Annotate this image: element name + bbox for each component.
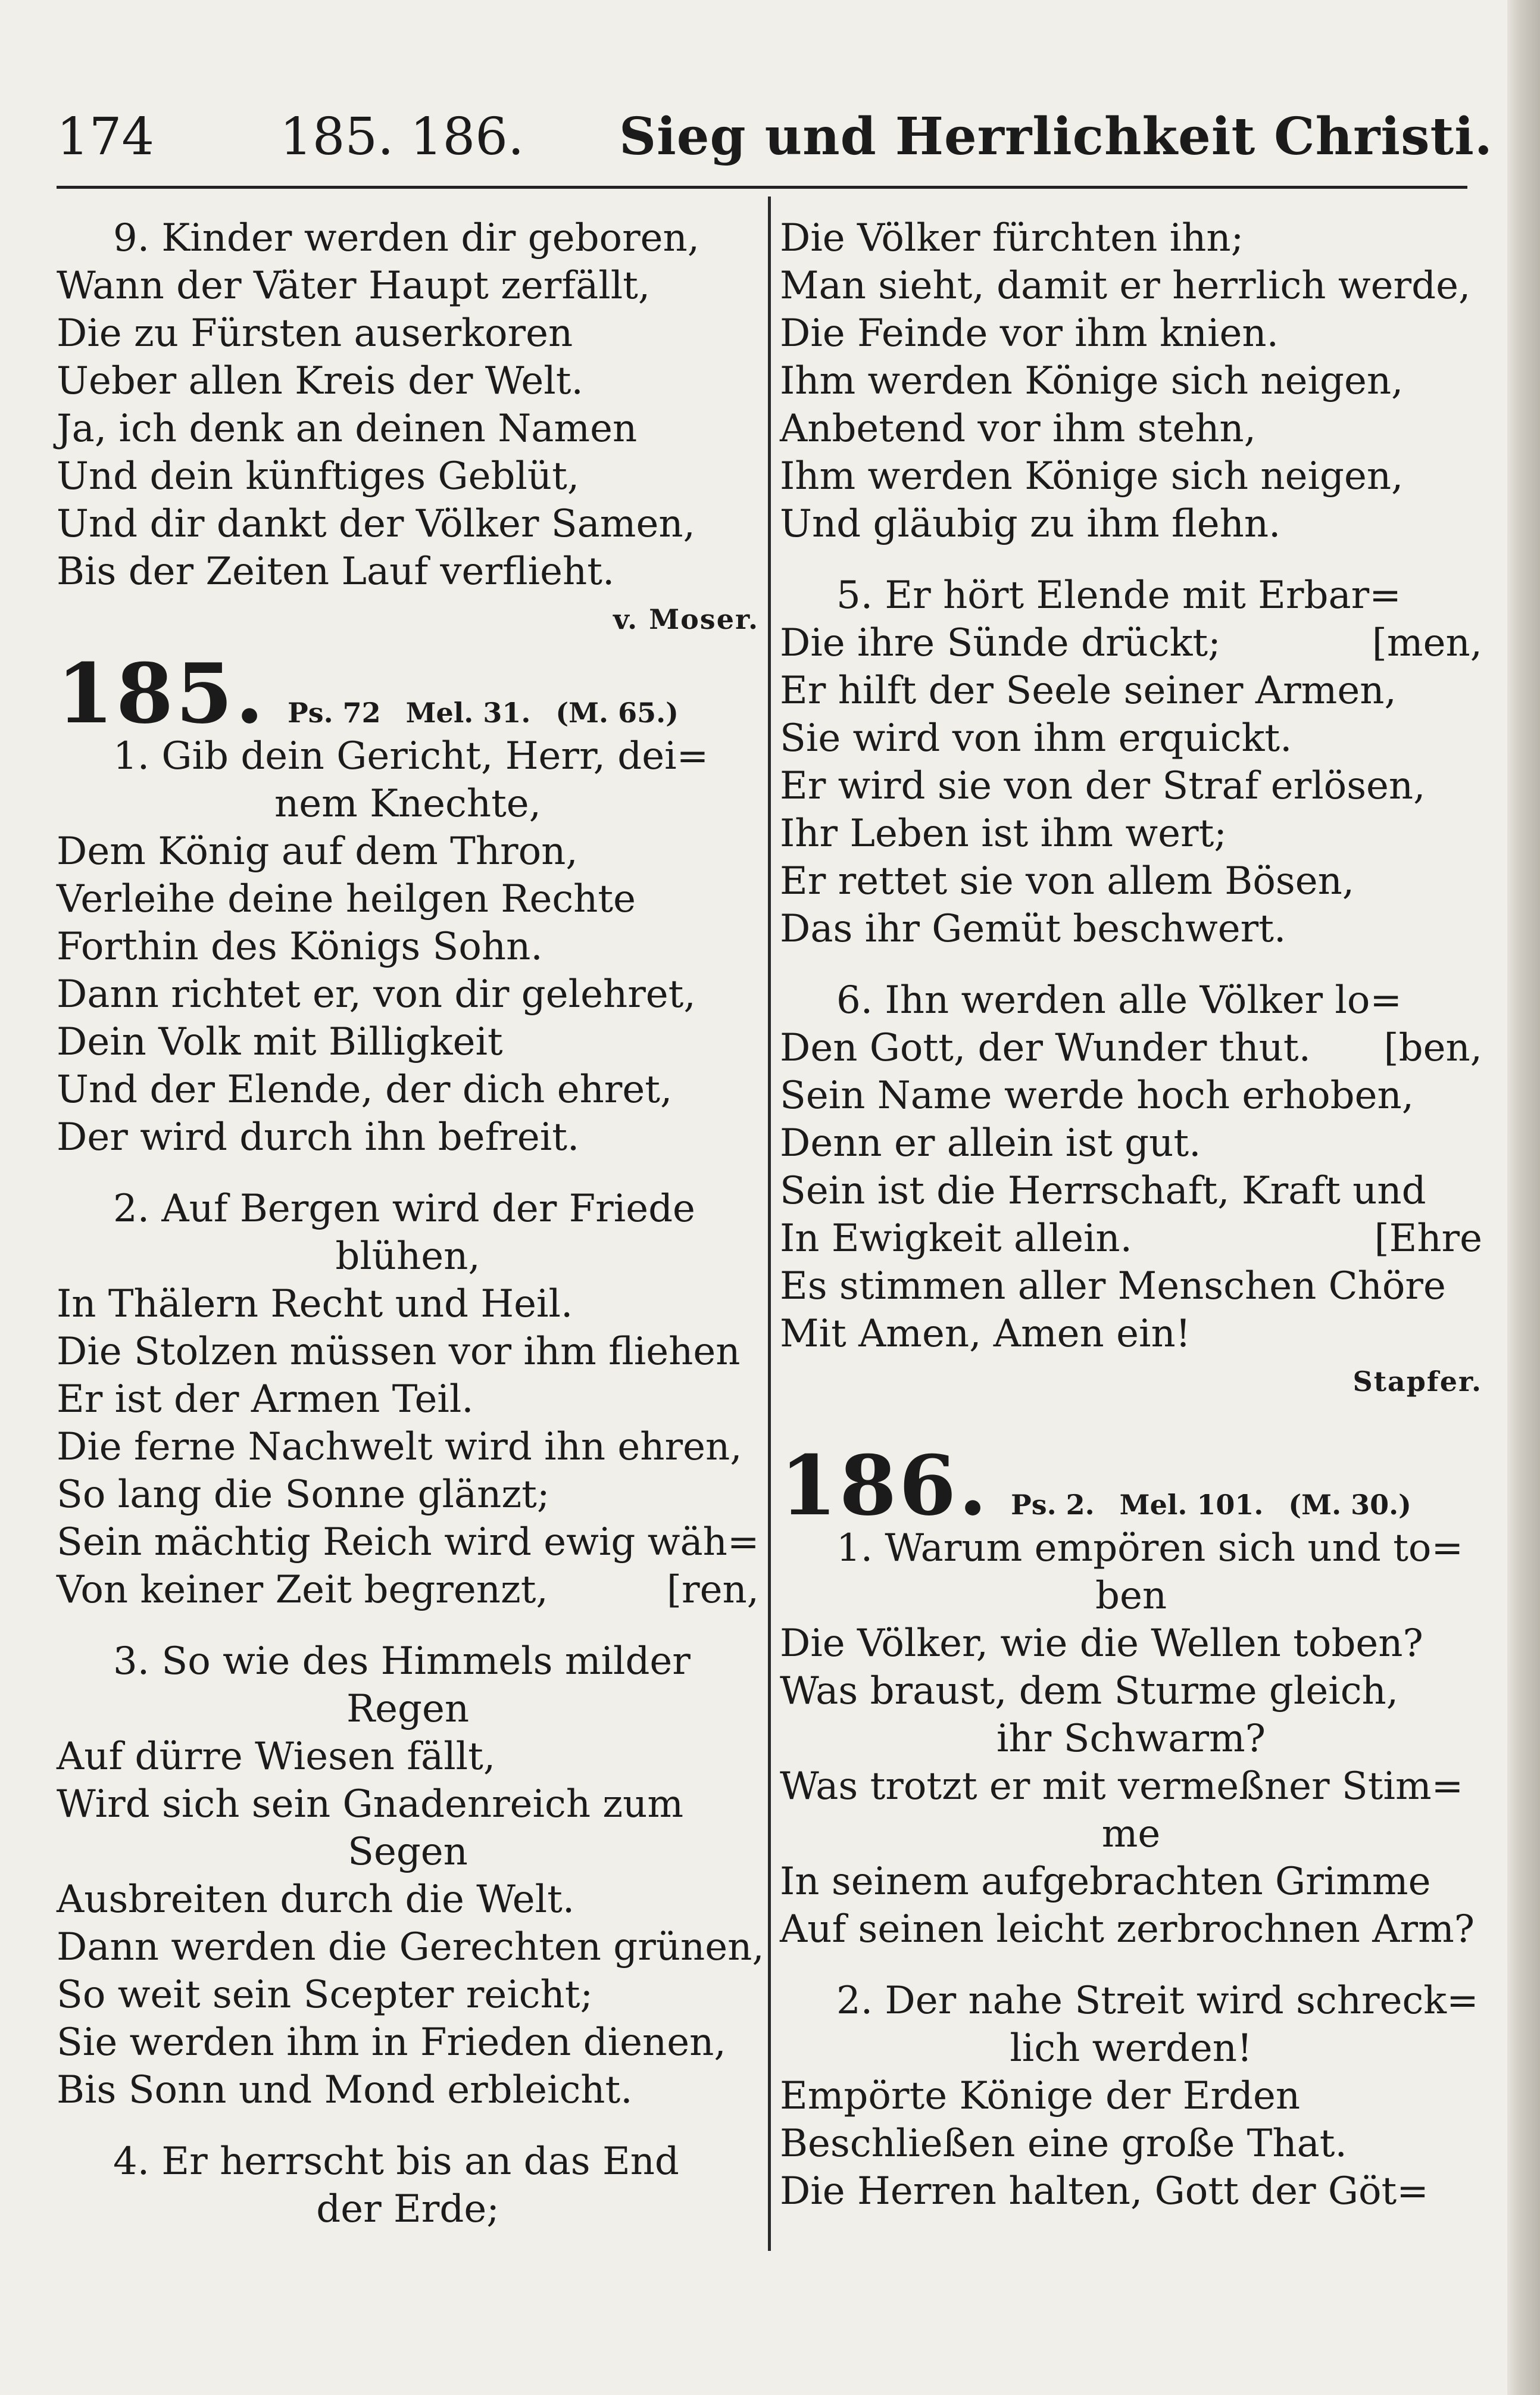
verse-line: In Thälern Recht und Heil. xyxy=(57,1282,573,1326)
verse-line: Der wird durch ihn befreit. xyxy=(57,1115,580,1159)
stanza-185-2 xyxy=(57,1185,759,1614)
verse-line: Wann der Väter Haupt zerfällt, xyxy=(57,264,651,308)
verse-line: Denn er allein ist gut. xyxy=(780,1121,1201,1165)
verse-line: Ausbreiten durch die Welt. xyxy=(57,1878,575,1922)
psalm-reference: Ps. 2. xyxy=(1011,1489,1095,1521)
verse-line: Das ihr Gemüt beschwert. xyxy=(780,907,1286,951)
verse-line: Und dir dankt der Völker Samen, xyxy=(57,502,695,546)
verse-line: Und dein künftiges Geblüt, xyxy=(57,454,580,498)
verse-line: Dein Volk mit Billigkeit xyxy=(57,1020,503,1064)
running-header xyxy=(57,101,1493,173)
verse-line: Ja, ich denk an deinen Namen xyxy=(57,407,638,451)
hymn-heading-185 xyxy=(57,645,759,742)
verse-line: Die Völker, wie die Wellen toben? xyxy=(780,1621,1423,1666)
verse-line: Dann werden die Gerechten grünen, xyxy=(57,1925,764,1969)
verse-line: Forthin des Königs Sohn. xyxy=(57,925,543,969)
verse-line: Es stimmen aller Menschen Chöre xyxy=(780,1264,1446,1308)
author-attribution: Stapfer. xyxy=(1352,1365,1482,1398)
verse-overflow: [men, xyxy=(1372,621,1482,665)
header-title: Sieg und Herrlichkeit Christi. xyxy=(619,107,1493,167)
verse-line: Sein ist die Herrschaft, Kraft und xyxy=(780,1169,1426,1213)
page-edge xyxy=(1507,0,1540,2395)
verse-line: Sie wird von ihm erquickt. xyxy=(780,716,1292,760)
verse-line: 9. Kinder werden dir geboren, xyxy=(113,216,700,260)
verse-line: Verleihe deine heilgen Rechte xyxy=(57,877,636,921)
verse-line: Die Feinde vor ihm knien. xyxy=(780,311,1279,355)
author-attribution: v. Moser. xyxy=(613,603,759,635)
verse-line: ihr Schwarm? xyxy=(996,1717,1266,1761)
verse-line: Die Völker fürchten ihn; xyxy=(780,216,1244,260)
verse-line: Segen xyxy=(348,1830,468,1874)
stanza-186-2 xyxy=(780,1977,1482,2215)
hymn-number: 185. xyxy=(57,645,267,742)
verse-line: Ueber allen Kreis der Welt. xyxy=(57,359,583,403)
verse-line: ben xyxy=(1095,1574,1167,1618)
verse-line: Ihm werden Könige sich neigen, xyxy=(780,454,1404,498)
verse-line: Er rettet sie von allem Bösen, xyxy=(780,859,1355,903)
verse-line: So weit sein Scepter reicht; xyxy=(57,1973,593,2017)
verse-overflow: [ben, xyxy=(1383,1026,1482,1070)
verse-line: 5. Er hört Elende mit Erbar= xyxy=(836,573,1401,618)
stanza-185-6 xyxy=(780,977,1482,1358)
verse-line: Und der Elende, der dich ehret, xyxy=(57,1068,673,1112)
m-reference: (M. 30.) xyxy=(1288,1489,1411,1521)
verse-line: Er wird sie von der Straf erlösen, xyxy=(780,764,1426,808)
verse-overflow: [Ehre xyxy=(1374,1217,1482,1261)
verse-line: Mit Amen, Amen ein! xyxy=(780,1312,1191,1356)
verse-line: Beschließen eine große That. xyxy=(780,2122,1347,2166)
verse-line: In seinem aufgebrachten Grimme xyxy=(780,1860,1431,1904)
verse-line xyxy=(780,1215,1482,1262)
verse-line: der Erde; xyxy=(316,2187,499,2231)
verse-line: nem Knechte, xyxy=(274,782,542,826)
verse-line: Bis Sonn und Mond erbleicht. xyxy=(57,2068,633,2112)
header-rule xyxy=(57,186,1467,189)
verse-line: Was braust, dem Sturme gleich, xyxy=(780,1669,1399,1713)
verse-text: Die ihre Sünde drückt; xyxy=(780,621,1221,665)
verse-text: Von keiner Zeit begrenzt, xyxy=(57,1568,548,1612)
verse-line: Sein mächtig Reich wird ewig wäh= xyxy=(57,1520,760,1564)
verse-line: Und gläubig zu ihm flehn. xyxy=(780,502,1281,546)
verse-line: 1. Gib dein Gericht, Herr, dei= xyxy=(113,734,709,778)
verse-line: 4. Er herrscht bis an das End xyxy=(113,2140,679,2184)
verse-line: 1. Warum empören sich und to= xyxy=(836,1526,1464,1570)
verse-text: Den Gott, der Wunder thut. xyxy=(780,1026,1311,1070)
verse-line: Wird sich sein Gnadenreich zum xyxy=(57,1782,684,1826)
stanza-185-5 xyxy=(780,572,1482,953)
verse-line: Sie werden ihm in Frieden dienen, xyxy=(57,2020,726,2065)
verse-line: Die Stolzen müssen vor ihm fliehen xyxy=(57,1330,741,1374)
verse-line xyxy=(780,1024,1482,1072)
stanza-184-9 xyxy=(57,214,759,595)
stanza-186-1 xyxy=(780,1524,1482,1953)
verse-line: Man sieht, damit er herrlich werde, xyxy=(780,264,1471,308)
verse-line: Dem König auf dem Thron, xyxy=(57,829,578,874)
verse-line xyxy=(57,1566,759,1614)
hymn-heading-186 xyxy=(780,1437,1482,1534)
verse-line: Ihr Leben ist ihm wert; xyxy=(780,812,1227,856)
m-reference: (M. 65.) xyxy=(555,697,679,729)
verse-line: lich werden! xyxy=(1010,2026,1252,2070)
verse-line: 6. Ihn werden alle Völker lo= xyxy=(836,978,1402,1022)
verse-line: Anbetend vor ihm stehn, xyxy=(780,407,1256,451)
verse-line: 2. Auf Bergen wird der Friede xyxy=(113,1187,695,1231)
verse-line: Bis der Zeiten Lauf verflieht. xyxy=(57,550,615,594)
verse-line: Regen xyxy=(346,1687,470,1731)
page-number: 174 xyxy=(57,107,155,167)
verse-line: Die ferne Nachwelt wird ihn ehren, xyxy=(57,1425,742,1469)
verse-line: Empörte Könige der Erden xyxy=(780,2074,1301,2118)
verse-line xyxy=(780,619,1482,667)
melody-reference: Mel. 101. xyxy=(1119,1489,1264,1521)
verse-line: Dann richtet er, von dir gelehret, xyxy=(57,972,696,1016)
verse-line: 2. Der nahe Streit wird schreck= xyxy=(836,1979,1479,2023)
stanza-185-4 xyxy=(57,2138,759,2233)
right-column xyxy=(780,214,1482,2215)
verse-line: Was trotzt er mit vermeßner Stim= xyxy=(780,1764,1464,1808)
column-divider xyxy=(768,197,771,2251)
verse-line: Die Herren halten, Gott der Göt= xyxy=(780,2169,1429,2213)
verse-line: blühen, xyxy=(335,1234,480,1278)
verse-line: me xyxy=(1101,1812,1161,1856)
verse-line: Die zu Fürsten auserkoren xyxy=(57,311,573,355)
verse-overflow: [ren, xyxy=(667,1568,759,1612)
verse-line: Auf dürre Wiesen fällt, xyxy=(57,1735,496,1779)
stanza-185-4-continued xyxy=(780,214,1482,548)
stanza-185-1 xyxy=(57,732,759,1161)
hymn-number: 186. xyxy=(780,1437,990,1534)
melody-reference: Mel. 31. xyxy=(405,697,531,729)
verse-line: Sein Name werde hoch erhoben, xyxy=(780,1074,1414,1118)
verse-line: Auf seinen leicht zerbrochnen Arm? xyxy=(780,1907,1475,1951)
stanza-185-3 xyxy=(57,1638,764,2114)
verse-line: So lang die Sonne glänzt; xyxy=(57,1473,550,1517)
left-column xyxy=(57,214,764,2233)
verse-line: Er ist der Armen Teil. xyxy=(57,1377,474,1421)
header-hymn-numbers: 185. 186. xyxy=(280,107,524,167)
verse-line: Ihm werden Könige sich neigen, xyxy=(780,359,1404,403)
psalm-reference: Ps. 72 xyxy=(288,697,381,729)
verse-line: 3. So wie des Himmels milder xyxy=(113,1639,691,1683)
verse-line: Er hilft der Seele seiner Armen, xyxy=(780,669,1397,713)
verse-text: In Ewigkeit allein. xyxy=(780,1217,1132,1261)
